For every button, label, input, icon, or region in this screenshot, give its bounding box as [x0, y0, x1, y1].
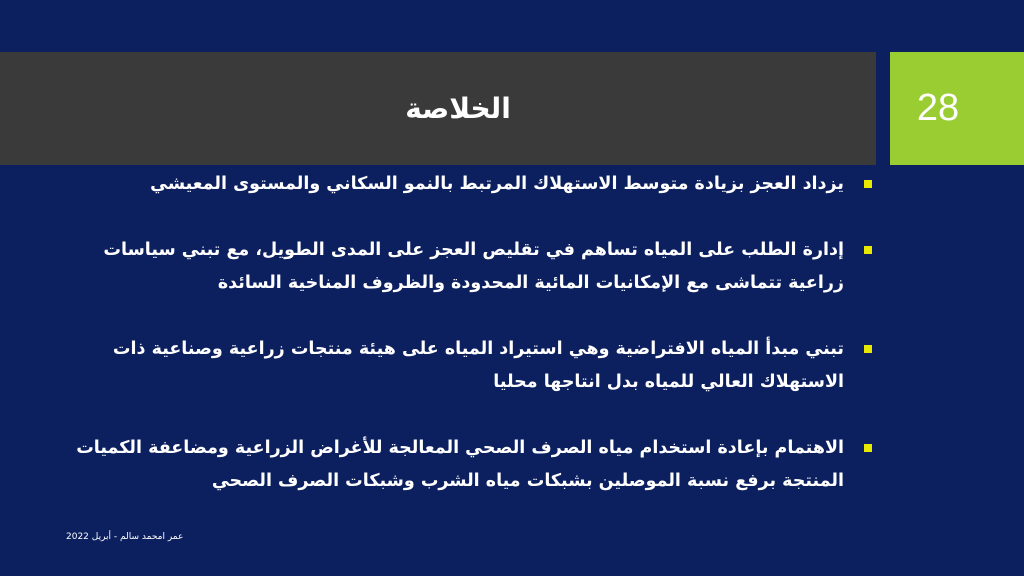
bullet-text: يزداد العجز بزيادة متوسط الاستهلاك المرتبط بالنمو السكاني والمستوى المعيشي	[150, 174, 844, 194]
bullet-item	[70, 168, 878, 201]
title-bar	[0, 52, 876, 165]
square-bullet-icon	[864, 444, 872, 452]
slide-title: الخلاصة	[405, 92, 511, 125]
square-bullet-icon	[864, 180, 872, 188]
page-number-box	[890, 52, 1024, 165]
page-number: 28	[916, 87, 960, 129]
bullet-text: إدارة الطلب على المياه تساهم في تقليص العجز على المدى الطويل، مع تبني سياسات زراعية تتماشى مع الإمكانيات المائية المحدودة والظروف المناخية السائدة	[103, 240, 844, 293]
square-bullet-icon	[864, 345, 872, 353]
bullet-list	[70, 168, 878, 498]
bullet-text: الاهتمام بإعادة استخدام مياه الصرف الصحي المعالجة للأغراض الزراعية ومضاعفة الكميات المنتجة برفع نسبة الموصلين بشبكات مياه الشرب وشبكات الصرف الصحي	[76, 438, 844, 491]
bullet-item	[70, 333, 878, 399]
bullet-item	[70, 234, 878, 300]
square-bullet-icon	[864, 246, 872, 254]
bullet-item	[70, 432, 878, 498]
bullet-text: تبني مبدأ المياه الافتراضية وهي استيراد المياه على هيئة منتجات زراعية وصناعية ذات الاستهلاك العالي للمياه بدل انتاجها محليا	[112, 339, 844, 392]
footer-text: عمر امحمد سالم - أبريل 2022	[66, 532, 184, 542]
